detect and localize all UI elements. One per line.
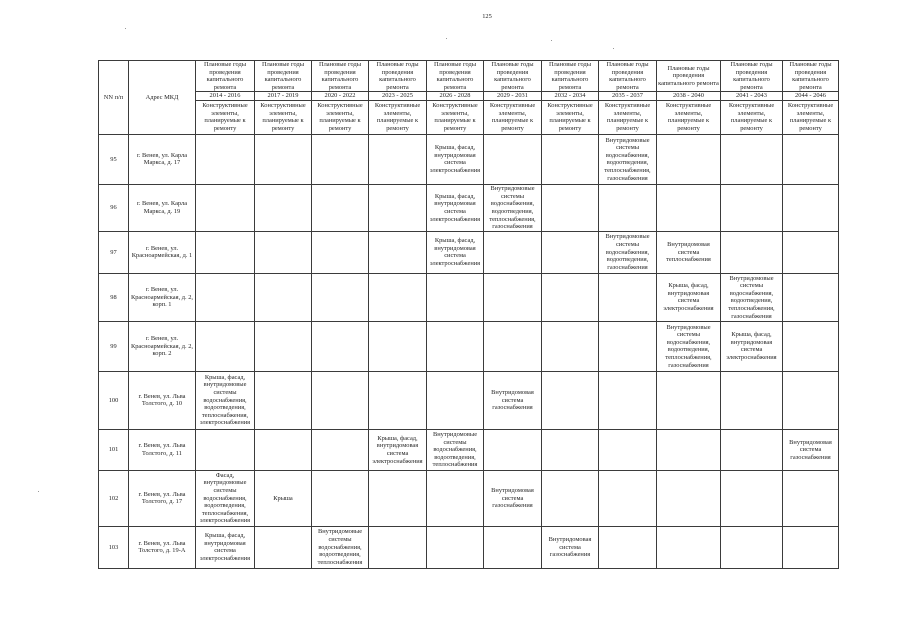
work-cell — [255, 134, 312, 184]
scan-speck — [125, 28, 126, 29]
work-cell — [255, 429, 312, 470]
work-cell — [312, 273, 369, 321]
table-row — [99, 231, 839, 273]
work-cell — [599, 184, 657, 231]
column-header-elements: Конструктивные элементы, планируемые к ремонту — [312, 100, 369, 134]
work-cell — [369, 231, 427, 273]
work-cell — [783, 231, 839, 273]
work-cell — [599, 470, 657, 526]
work-cell — [721, 526, 783, 568]
work-cell — [657, 429, 721, 470]
work-cell — [783, 470, 839, 526]
column-header-period-title: Плановые годы проведения капитального ремонта — [783, 61, 839, 92]
column-header-period-years: 2044 - 2046 — [783, 92, 839, 101]
work-cell: Внутридомовые системы водоснабжения, водоотведения, теплоснабжения, газоснабжения — [721, 273, 783, 321]
column-header-period-title: Плановые годы проведения капитального ремонта — [427, 61, 484, 92]
column-header-period-title: Плановые годы проведения капитального ремонта — [721, 61, 783, 92]
work-cell — [783, 371, 839, 429]
column-header-period-years: 2020 - 2022 — [312, 92, 369, 101]
header-row — [99, 61, 839, 92]
address-cell: г. Венев, ул. Красноармейская, д. 2, корп. 2 — [129, 321, 196, 371]
work-cell — [721, 470, 783, 526]
work-cell: Крыша, фасад, внутридомовая система электроснабжения — [427, 134, 484, 184]
table-row — [99, 273, 839, 321]
work-cell: Внутридомовые системы водоснабжения, водоотведения, теплоснабжения, газоснабжения — [599, 134, 657, 184]
column-header-elements: Конструктивные элементы, планируемые к ремонту — [783, 100, 839, 134]
row-number-cell: 95 — [99, 134, 129, 184]
column-header-elements: Конструктивные элементы, планируемые к ремонту — [657, 100, 721, 134]
work-cell: Внутридомовая система газоснабжения — [783, 429, 839, 470]
work-cell — [196, 273, 255, 321]
column-header-period-years: 2038 - 2040 — [657, 92, 721, 101]
work-cell — [369, 470, 427, 526]
column-header-elements: Конструктивные элементы, планируемые к ремонту — [599, 100, 657, 134]
row-number-cell: 102 — [99, 470, 129, 526]
table-row — [99, 321, 839, 371]
work-cell — [599, 371, 657, 429]
address-cell: г. Венев, ул. Красноармейская, д. 2, корп. 1 — [129, 273, 196, 321]
table-row — [99, 371, 839, 429]
column-header-period-years: 2032 - 2034 — [542, 92, 599, 101]
work-cell — [312, 371, 369, 429]
work-cell — [196, 134, 255, 184]
work-cell — [542, 429, 599, 470]
work-cell — [542, 273, 599, 321]
work-cell — [657, 184, 721, 231]
work-cell — [369, 273, 427, 321]
work-cell — [657, 470, 721, 526]
work-cell: Внутридомовые системы водоснабжения, водоотведения, теплоснабжения, газоснабжения — [484, 184, 542, 231]
header-row — [99, 92, 839, 101]
work-cell — [484, 273, 542, 321]
work-cell — [721, 371, 783, 429]
column-header-period-title: Плановые годы проведения капитального ремонта — [255, 61, 312, 92]
row-number-cell: 98 — [99, 273, 129, 321]
work-cell — [721, 429, 783, 470]
column-header-period-title: Плановые годы проведения капитального ремонта — [484, 61, 542, 92]
table-row — [99, 134, 839, 184]
column-header-period-title: Плановые годы проведения капитального ремонта — [657, 61, 721, 92]
page-number: 125 — [482, 13, 492, 20]
column-header-address: Адрес МКД — [129, 61, 196, 135]
work-cell: Внутридомовые системы водоснабжения, водоотведения, газоснабжения — [599, 231, 657, 273]
work-cell: Крыша, фасад, внутридомовая система электроснабжения — [427, 184, 484, 231]
work-cell — [312, 429, 369, 470]
table-row — [99, 526, 839, 568]
work-cell — [369, 184, 427, 231]
work-cell — [427, 470, 484, 526]
work-cell — [783, 273, 839, 321]
work-cell: Внутридомовая система газоснабжения — [484, 470, 542, 526]
work-cell — [255, 526, 312, 568]
work-cell: Крыша, фасад, внутридомовая система электроснабжения — [657, 273, 721, 321]
work-cell — [369, 526, 427, 568]
work-cell: Внутридомовые системы водоснабжения, водоотведения, теплоснабжения — [427, 429, 484, 470]
table-row — [99, 184, 839, 231]
column-header-elements: Конструктивные элементы, планируемые к ремонту — [427, 100, 484, 134]
work-cell — [783, 134, 839, 184]
work-cell — [312, 134, 369, 184]
column-header-elements: Конструктивные элементы, планируемые к ремонту — [369, 100, 427, 134]
row-number-cell: 97 — [99, 231, 129, 273]
header-row — [99, 100, 839, 134]
work-cell — [369, 371, 427, 429]
work-cell — [783, 184, 839, 231]
column-header-period-title: Плановые годы проведения капитального ремонта — [599, 61, 657, 92]
work-cell — [427, 321, 484, 371]
work-cell — [427, 526, 484, 568]
work-cell — [369, 321, 427, 371]
address-cell: г. Венев, ул. Льва Толстого, д. 17 — [129, 470, 196, 526]
row-number-cell: 96 — [99, 184, 129, 231]
scan-speck — [613, 48, 614, 49]
column-header-period-years: 2035 - 2037 — [599, 92, 657, 101]
column-header-period-years: 2026 - 2028 — [427, 92, 484, 101]
column-header-period-years: 2029 - 2031 — [484, 92, 542, 101]
column-header-period-years: 2014 - 2016 — [196, 92, 255, 101]
address-cell: г. Венев, ул. Льва Толстого, д. 11 — [129, 429, 196, 470]
work-cell — [484, 134, 542, 184]
work-cell — [657, 371, 721, 429]
work-cell — [484, 429, 542, 470]
work-cell — [255, 273, 312, 321]
row-number-cell: 100 — [99, 371, 129, 429]
capital-repair-plan-table — [98, 60, 839, 569]
work-cell — [427, 371, 484, 429]
work-cell — [312, 231, 369, 273]
work-cell — [427, 273, 484, 321]
work-cell: Крыша, фасад, внутридомовая система электроснабжения — [427, 231, 484, 273]
work-cell — [255, 184, 312, 231]
work-cell — [312, 321, 369, 371]
work-cell: Крыша, фасад, внутридомовая система электроснабжения — [369, 429, 427, 470]
column-header-number: NN п/п — [99, 61, 129, 135]
work-cell — [599, 526, 657, 568]
work-cell — [783, 526, 839, 568]
work-cell — [484, 321, 542, 371]
work-cell: Внутридомовая система газоснабжения — [542, 526, 599, 568]
address-cell: г. Венев, ул. Красноармейская, д. 1 — [129, 231, 196, 273]
work-cell — [599, 321, 657, 371]
work-cell — [783, 321, 839, 371]
column-header-period-title: Плановые годы проведения капитального ремонта — [542, 61, 599, 92]
address-cell: г. Венев, ул. Карла Маркса, д. 17 — [129, 134, 196, 184]
work-cell — [255, 371, 312, 429]
row-number-cell: 99 — [99, 321, 129, 371]
work-cell — [312, 184, 369, 231]
column-header-elements: Конструктивные элементы, планируемые к ремонту — [542, 100, 599, 134]
work-cell — [196, 429, 255, 470]
work-cell: Крыша, фасад, внутридомовые системы водоснабжения, водоотведения, теплоснабжения, электроснабжения — [196, 371, 255, 429]
work-cell — [312, 470, 369, 526]
row-number-cell: 101 — [99, 429, 129, 470]
address-cell: г. Венев, ул. Карла Маркса, д. 19 — [129, 184, 196, 231]
column-header-period-title: Плановые годы проведения капитального ремонта — [312, 61, 369, 92]
work-cell — [542, 470, 599, 526]
row-number-cell: 103 — [99, 526, 129, 568]
column-header-period-title: Плановые годы проведения капитального ремонта — [196, 61, 255, 92]
work-cell — [542, 184, 599, 231]
work-cell: Внутридомовые системы водоснабжения, водоотведения, теплоснабжения, газоснабжения — [657, 321, 721, 371]
work-cell — [255, 321, 312, 371]
work-cell: Крыша, фасад, внутридомовая система электроснабжения — [196, 526, 255, 568]
work-cell — [721, 184, 783, 231]
column-header-period-years: 2041 - 2043 — [721, 92, 783, 101]
column-header-elements: Конструктивные элементы, планируемые к ремонту — [255, 100, 312, 134]
column-header-elements: Конструктивные элементы, планируемые к ремонту — [484, 100, 542, 134]
scan-speck — [551, 40, 552, 41]
work-cell — [196, 321, 255, 371]
work-cell — [484, 526, 542, 568]
work-cell — [542, 134, 599, 184]
work-cell — [721, 231, 783, 273]
work-cell — [657, 134, 721, 184]
column-header-period-years: 2017 - 2019 — [255, 92, 312, 101]
work-cell: Крыша — [255, 470, 312, 526]
work-cell: Внутридомовые системы водоснабжения, водоотведения, теплоснабжения — [312, 526, 369, 568]
work-cell — [542, 371, 599, 429]
table-row — [99, 470, 839, 526]
work-cell — [599, 429, 657, 470]
work-cell — [542, 231, 599, 273]
work-cell — [484, 231, 542, 273]
address-cell: г. Венев, ул. Льва Толстого, д. 10 — [129, 371, 196, 429]
work-cell — [721, 134, 783, 184]
work-cell — [369, 134, 427, 184]
table-row — [99, 429, 839, 470]
work-cell — [542, 321, 599, 371]
work-cell — [657, 526, 721, 568]
scan-speck — [38, 491, 39, 492]
work-cell — [599, 273, 657, 321]
column-header-period-title: Плановые годы проведения капитального ремонта — [369, 61, 427, 92]
column-header-period-years: 2023 - 2025 — [369, 92, 427, 101]
scan-speck — [446, 38, 447, 39]
work-cell: Крыша, фасад, внутридомовая система электроснабжения — [721, 321, 783, 371]
work-cell: Внутридомовая система газоснабжения — [484, 371, 542, 429]
work-cell — [196, 231, 255, 273]
work-cell — [255, 231, 312, 273]
column-header-elements: Конструктивные элементы, планируемые к ремонту — [721, 100, 783, 134]
work-cell: Фасад, внутридомовые системы водоснабжения, водоотведения, теплоснабжения, электроснабжения — [196, 470, 255, 526]
column-header-elements: Конструктивные элементы, планируемые к ремонту — [196, 100, 255, 134]
address-cell: г. Венев, ул. Льва Толстого, д. 19-А — [129, 526, 196, 568]
work-cell: Внутридомовая система теплоснабжения — [657, 231, 721, 273]
work-cell — [196, 184, 255, 231]
